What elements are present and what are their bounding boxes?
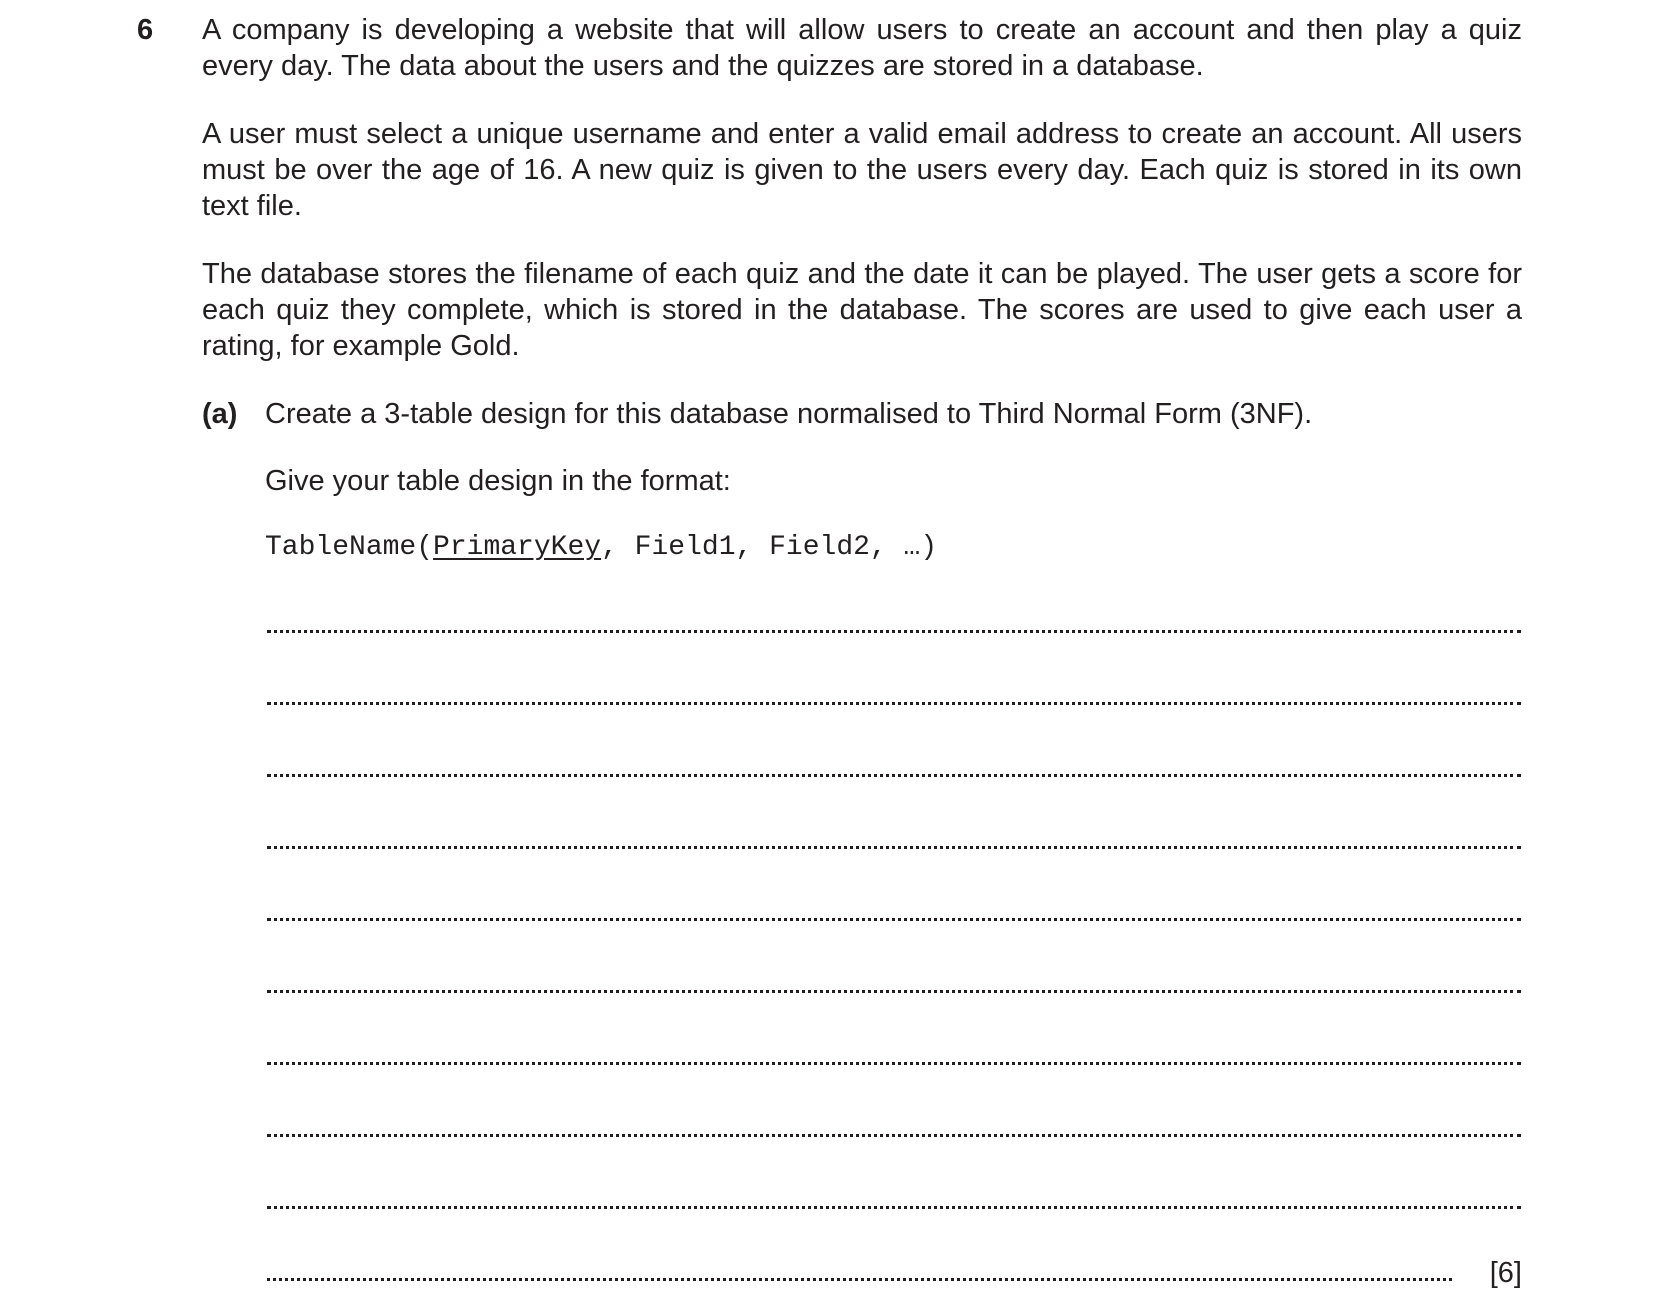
format-open-paren: ( [416,532,434,563]
answer-line[interactable] [267,990,1521,993]
answer-line[interactable] [267,918,1521,921]
answer-line[interactable] [267,1062,1521,1065]
answer-line[interactable] [267,630,1521,633]
question-paragraph-1: A company is developing a website that will allow users to create an account and then play a quiz every day. The data about the users and the quizzes are stored in a database. [202,14,1522,82]
format-fields: , Field1, Field2, …) [601,532,938,563]
answer-line[interactable] [267,846,1521,849]
part-a-question: Create a 3-table design for this database normalised to Third Normal Form (3NF). [265,398,1313,430]
answer-line[interactable] [267,1278,1452,1281]
marks-allocation: [6] [1489,1257,1522,1289]
format-table-name: TableName [265,532,417,563]
question-number: 6 [137,14,154,46]
answer-line[interactable] [267,1134,1521,1137]
part-a-label: (a) [202,398,238,430]
answer-line[interactable] [267,702,1521,705]
answer-line[interactable] [267,1206,1521,1209]
question-paragraph-2: A user must select a unique username and enter a valid email address to create an account. All users must be over the age of 16. A new quiz is given to the users every day. Each quiz is stored in its own text file. [202,118,1522,222]
question-paragraph-3: The database stores the filename of each quiz and the date it can be played. The user gets a score for each quiz they complete, which is stored in the database. The scores are used to give each user a rating, for example Gold. [202,258,1522,362]
format-primary-key: PrimaryKey [433,532,602,563]
part-a-instruction: Give your table design in the format: [265,465,731,497]
answer-line[interactable] [267,774,1521,777]
table-format-example [265,530,937,566]
